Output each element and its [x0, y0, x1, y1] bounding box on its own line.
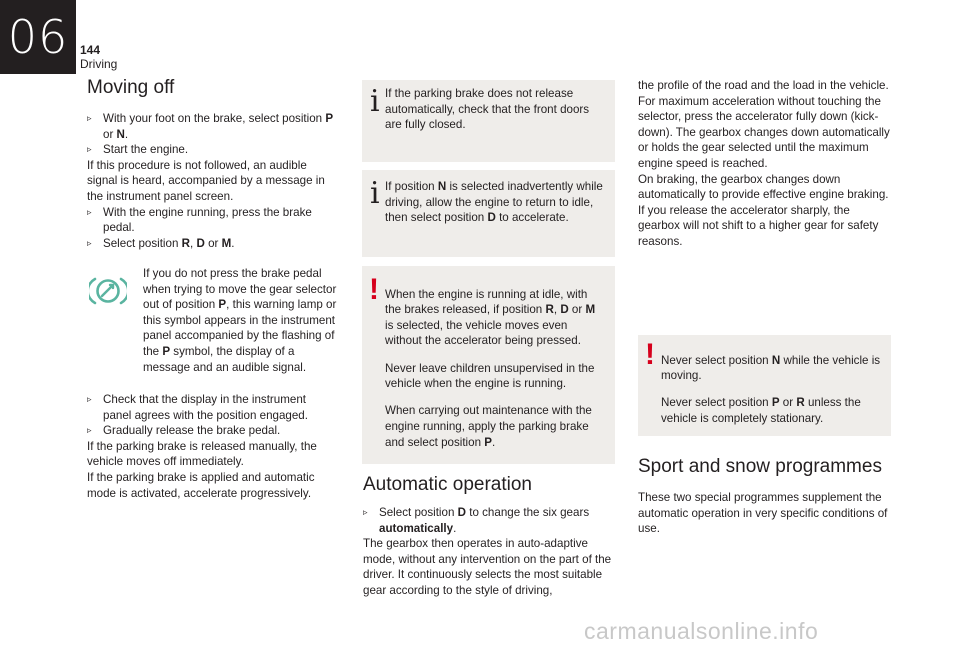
- info-box: i If the parking brake does not release automatically, check that the front doors are fully closed.: [362, 80, 615, 162]
- paragraph: If the parking brake is released manually, the vehicle moves off immediately.: [87, 439, 317, 469]
- section-title-moving-off: Moving off: [87, 77, 175, 98]
- section-title-automatic-operation: Automatic operation: [363, 474, 532, 495]
- paragraph: These two special programmes supplement the automatic operation in very specific conditions of use.: [638, 491, 888, 536]
- paragraph: The gearbox then operates in auto-adaptive mode, without any intervention on the part of the driver. It continuously selects the most suitable gear according to the style of driving,: [363, 537, 612, 597]
- section-title-sport-snow: Sport and snow programmes: [638, 456, 882, 477]
- bullet-icon: ▹: [87, 425, 92, 436]
- page-number: 144: [80, 43, 101, 57]
- bullet-icon: ▹: [87, 394, 92, 404]
- list-item: ▹ With your foot on the brake, select position P or N.: [87, 112, 334, 141]
- warning-box: ! When the engine is running at idle, with the brakes released, if position R, D or M is selected, the vehicle moves even without the accelerator being pressed. Never leave children unsupervised in the vehicle when the engine is running. When carrying out maintenance with the engine running, apply the parking brake and select position P.: [362, 266, 615, 464]
- warning-icon: !: [369, 273, 379, 306]
- section-name: Driving: [80, 57, 118, 71]
- watermark: carmanualsonline.info: [584, 618, 819, 644]
- bullet-icon: ▹: [87, 113, 92, 123]
- column-3: [638, 78, 892, 250]
- paragraph: the profile of the road and the load in the vehicle.: [638, 79, 889, 92]
- paragraph: On braking, the gearbox changes down automatically to provide effective engine braking.: [638, 172, 889, 202]
- list-item: ▹ Check that the display in the instrument panel agrees with the position engaged.: [87, 393, 308, 422]
- bullet-icon: ▹: [87, 237, 92, 248]
- bullet-icon: ▹: [87, 206, 92, 217]
- warning-icon: !: [645, 338, 655, 371]
- info-box: i If position N is selected inadvertently while driving, allow the engine to return to idle, then select position D to accelerate.: [362, 170, 615, 257]
- paragraph: If you release the accelerator sharply, the gearbox will not shift to a higher gear for safety reasons.: [638, 203, 879, 248]
- bullet-icon: ▹: [363, 507, 368, 517]
- list-item: ▹ Gradually release the brake pedal.: [87, 424, 281, 438]
- list-item: ▹ Start the engine.: [87, 143, 189, 157]
- list-item: ▹ Select position R, D or M.: [87, 236, 235, 250]
- paragraph: If this procedure is not followed, an audible signal is heard, accompanied by a message in the instrument panel screen.: [87, 158, 325, 203]
- chapter-tab: 06: [0, 0, 76, 74]
- list-item: ▹ With the engine running, press the brake pedal.: [87, 205, 312, 235]
- list-item: ▹ Select position D to change the six gears automatically.: [363, 506, 590, 535]
- automatic-operation-section: [363, 473, 615, 599]
- paragraph: For maximum acceleration without touching the selector, press the accelerator fully down (kick-down). The gearbox changes down automatically or holds the gear selected until the maximum engine speed is reached.: [638, 94, 890, 170]
- warning-box: ! Never select position N while the vehicle is moving. Never select position P or R unless the vehicle is completely stationary.: [638, 335, 891, 436]
- paragraph: If the parking brake is applied and automatic mode is activated, accelerate progressively.: [87, 470, 315, 500]
- symbol-note: If you do not press the brake pedal when trying to move the gear selector out of position P, this warning lamp or this symbol appears in the instrument panel accompanied by the flashing of the P symbol, the display of a message and an audible signal.: [143, 267, 337, 374]
- brake-pedal-warning-icon: [89, 275, 127, 307]
- bullet-icon: ▹: [87, 144, 92, 155]
- column-1-lower: [87, 392, 337, 501]
- info-icon: i: [370, 176, 380, 211]
- column-1: [87, 76, 337, 251]
- sport-snow-section: [638, 455, 892, 537]
- info-icon: i: [370, 84, 380, 119]
